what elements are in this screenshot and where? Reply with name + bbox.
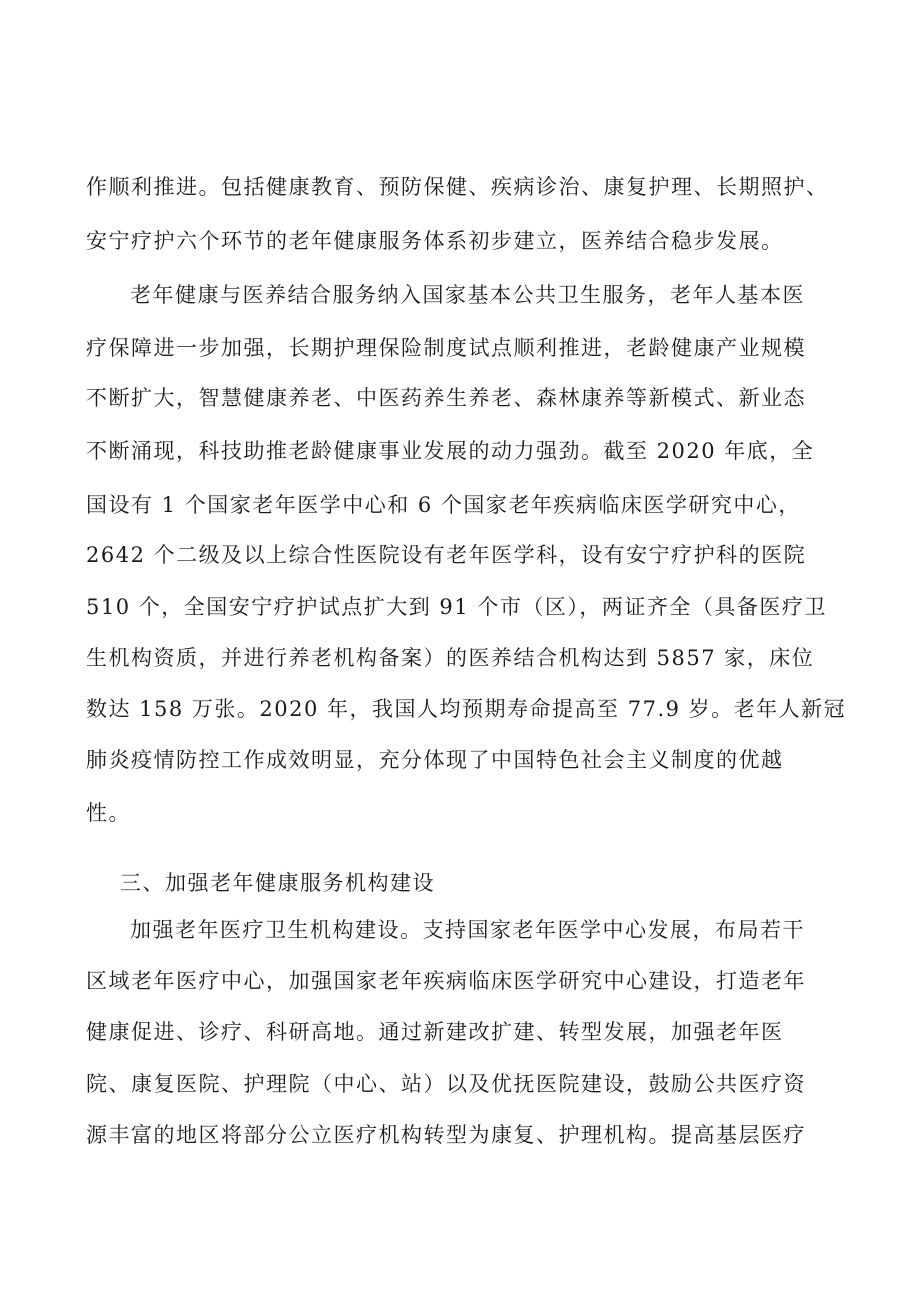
paragraph-line: 510 个，全国安宁疗护试点扩大到 91 个市（区），两证齐全（具备医疗卫 — [86, 595, 827, 619]
paragraph-line: 不断扩大，智慧健康养老、中医药养生养老、森林康养等新模式、新业态 — [86, 386, 806, 410]
paragraph-line: 2642 个二级及以上综合性医院设有老年医学科，设有安宁疗护科的医院 — [86, 543, 807, 567]
paragraph-line: 国设有 1 个国家老年医学中心和 6 个国家老年疾病临床医学研究中心， — [86, 493, 801, 517]
section-heading: 三、加强老年健康服务机构建设 — [120, 871, 435, 895]
paragraph-line: 性。 — [86, 801, 131, 825]
paragraph-line: 院、康复医院、护理院（中心、站）以及优抚医院建设，鼓励公共医疗资 — [86, 1072, 806, 1096]
paragraph-line: 数达 158 万张。2020 年，我国人均预期寿命提高至 77.9 岁。老年人新冠 — [86, 697, 847, 721]
paragraph-line: 生机构资质，并进行养老机构备案）的医养结合机构达到 5857 家，床位 — [86, 646, 815, 670]
paragraph-line: 肺炎疫情防控工作成效明显，充分体现了中国特色社会主义制度的优越 — [86, 748, 784, 772]
paragraph-line: 作顺利推进。包括健康教育、预防保健、疾病诊治、康复护理、长期照护、 — [86, 175, 829, 199]
paragraph-line: 不断涌现，科技助推老龄健康事业发展的动力强劲。截至 2020 年底，全 — [86, 439, 815, 463]
paragraph-line: 疗保障进一步加强，长期护理保险制度试点顺利推进，老龄健康产业规模 — [86, 336, 806, 360]
paragraph-line: 区域老年医疗中心，加强国家老年疾病临床医学研究中心建设，打造老年 — [86, 969, 806, 993]
paragraph-line: 加强老年医疗卫生机构建设。支持国家老年医学中心发展，布局若干 — [130, 918, 805, 942]
paragraph-line: 源丰富的地区将部分公立医疗机构转型为康复、护理机构。提高基层医疗 — [86, 1123, 806, 1147]
paragraph-line: 安宁疗护六个环节的老年健康服务体系初步建立，医养结合稳步发展。 — [86, 229, 784, 253]
paragraph-line: 老年健康与医养结合服务纳入国家基本公共卫生服务，老年人基本医 — [130, 283, 805, 307]
paragraph-line: 健康促进、诊疗、科研高地。通过新建改扩建、转型发展，加强老年医 — [86, 1020, 784, 1044]
